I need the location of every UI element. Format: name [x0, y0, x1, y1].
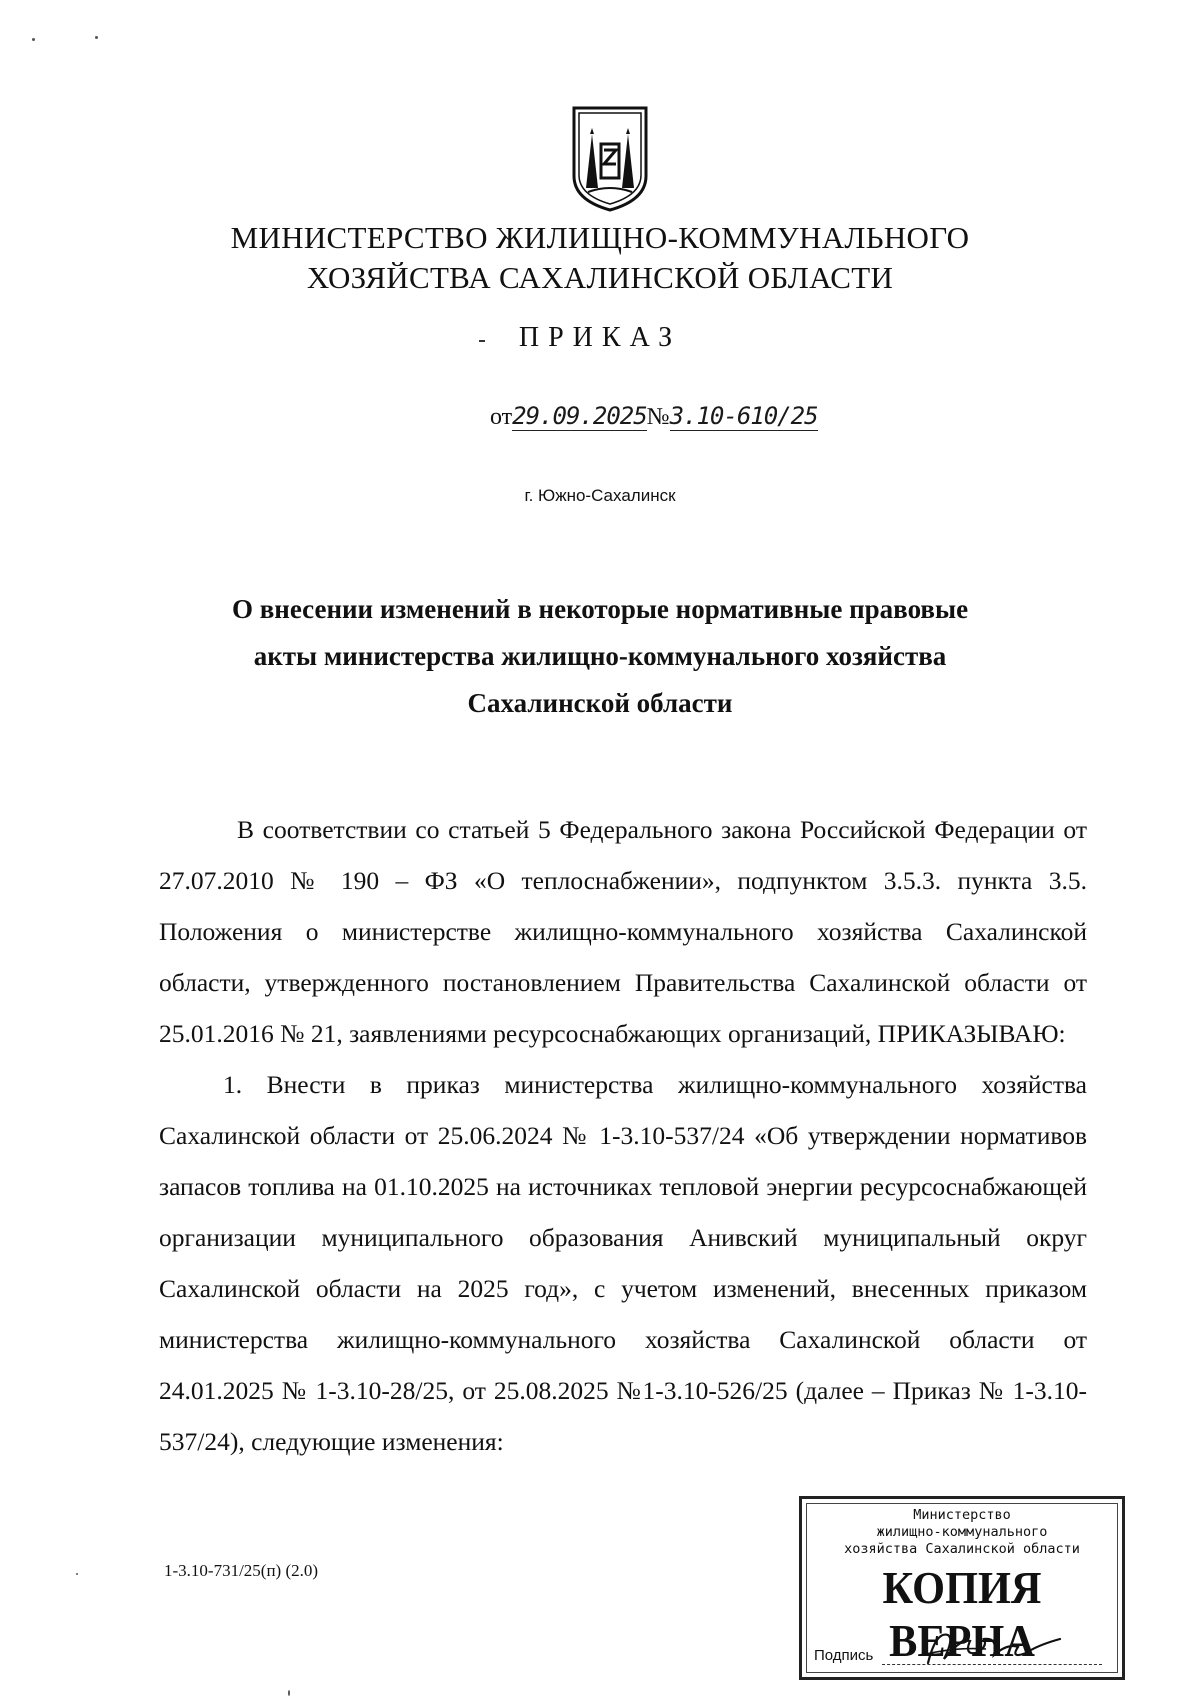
order-number-handwritten: 3.10-610/25 [669, 402, 818, 430]
subject-line: акты министерства жилищно-коммунального хозяйства [253, 641, 947, 671]
document-code: 1-3.10-731/25(п) (2.0) [164, 1561, 319, 1580]
number-sign: № [646, 404, 670, 430]
stamp-org-line: жилищно-коммунального [876, 1524, 1048, 1540]
order-date-handwritten: 29.09.2025 [512, 402, 647, 430]
stamp-organization [802, 1507, 1122, 1558]
subject-line: О внесении изменений в некоторые нормативные правовые [231, 594, 969, 624]
order-subject-heading [140, 586, 1060, 727]
scan-speck [76, 1573, 78, 1575]
scan-speck [32, 38, 35, 41]
clause-1-paragraph: 1. Внести в приказ министерства жилищно-коммунального хозяйства Сахалинской области от 25.06.2024 № 1-3.10-537/24 «Об утверждении нормативов запасов топлива на 01.10.2025 на источниках тепловой энергии ресурсоснабжающей организации муниципального образования Анивский муниципальный округ Сахалинской области на 2025 год», с учетом изменений, внесенных приказом министерства жилищно-коммунального хозяйства Сахалинской области от 24.01.2025 № 1-3.10-28/25, от 25.08.2025 №1-3.10-526/25 (далее – Приказ № 1-3.10-537/24), следующие изменения: [159, 1070, 1087, 1456]
ministry-name-line2: ХОЗЯЙСТВА САХАЛИНСКОЙ ОБЛАСТИ [306, 260, 894, 295]
date-prefix: от [490, 404, 513, 430]
handwritten-signature-icon [914, 1625, 1064, 1669]
certified-copy-stamp [799, 1496, 1125, 1680]
body-text [159, 804, 1087, 1467]
scan-speck [288, 1690, 290, 1696]
signature-label: Подпись [814, 1647, 874, 1664]
scan-speck [95, 36, 98, 39]
subject-line: Сахалинской области [467, 688, 733, 718]
ministry-name-line1: МИНИСТЕРСТВО ЖИЛИЩНО-КОММУНАЛЬНОГО [230, 220, 970, 255]
city-location: г. Южно-Сахалинск [524, 486, 676, 505]
sakhalin-coat-of-arms-icon [568, 104, 652, 212]
preamble-paragraph: В соответствии со статьей 5 Федерального закона Российской Федерации от 27.07.2010 № 190 – ФЗ «О теплоснабжении», подпунктом 3.5.3. пункта 3.5. Положения о министерстве жилищно-коммунального хозяйства Сахалинской области, утвержденного постановлением Правительства Сахалинской области от 25.01.2016 № 21, заявлениями ресурсоснабжающих организаций, ПРИКАЗЫВАЮ: [159, 815, 1087, 1048]
stamp-org-line: Министерство [913, 1507, 1011, 1523]
document-type-title: ПРИКАЗ [518, 322, 682, 353]
stamp-certified-text: КОПИЯ ВЕРНА [882, 1562, 1042, 1666]
stamp-signature-row [814, 1639, 1114, 1669]
stamp-org-line: хозяйства Сахалинской области [844, 1541, 1080, 1557]
order-date-number [490, 402, 818, 431]
